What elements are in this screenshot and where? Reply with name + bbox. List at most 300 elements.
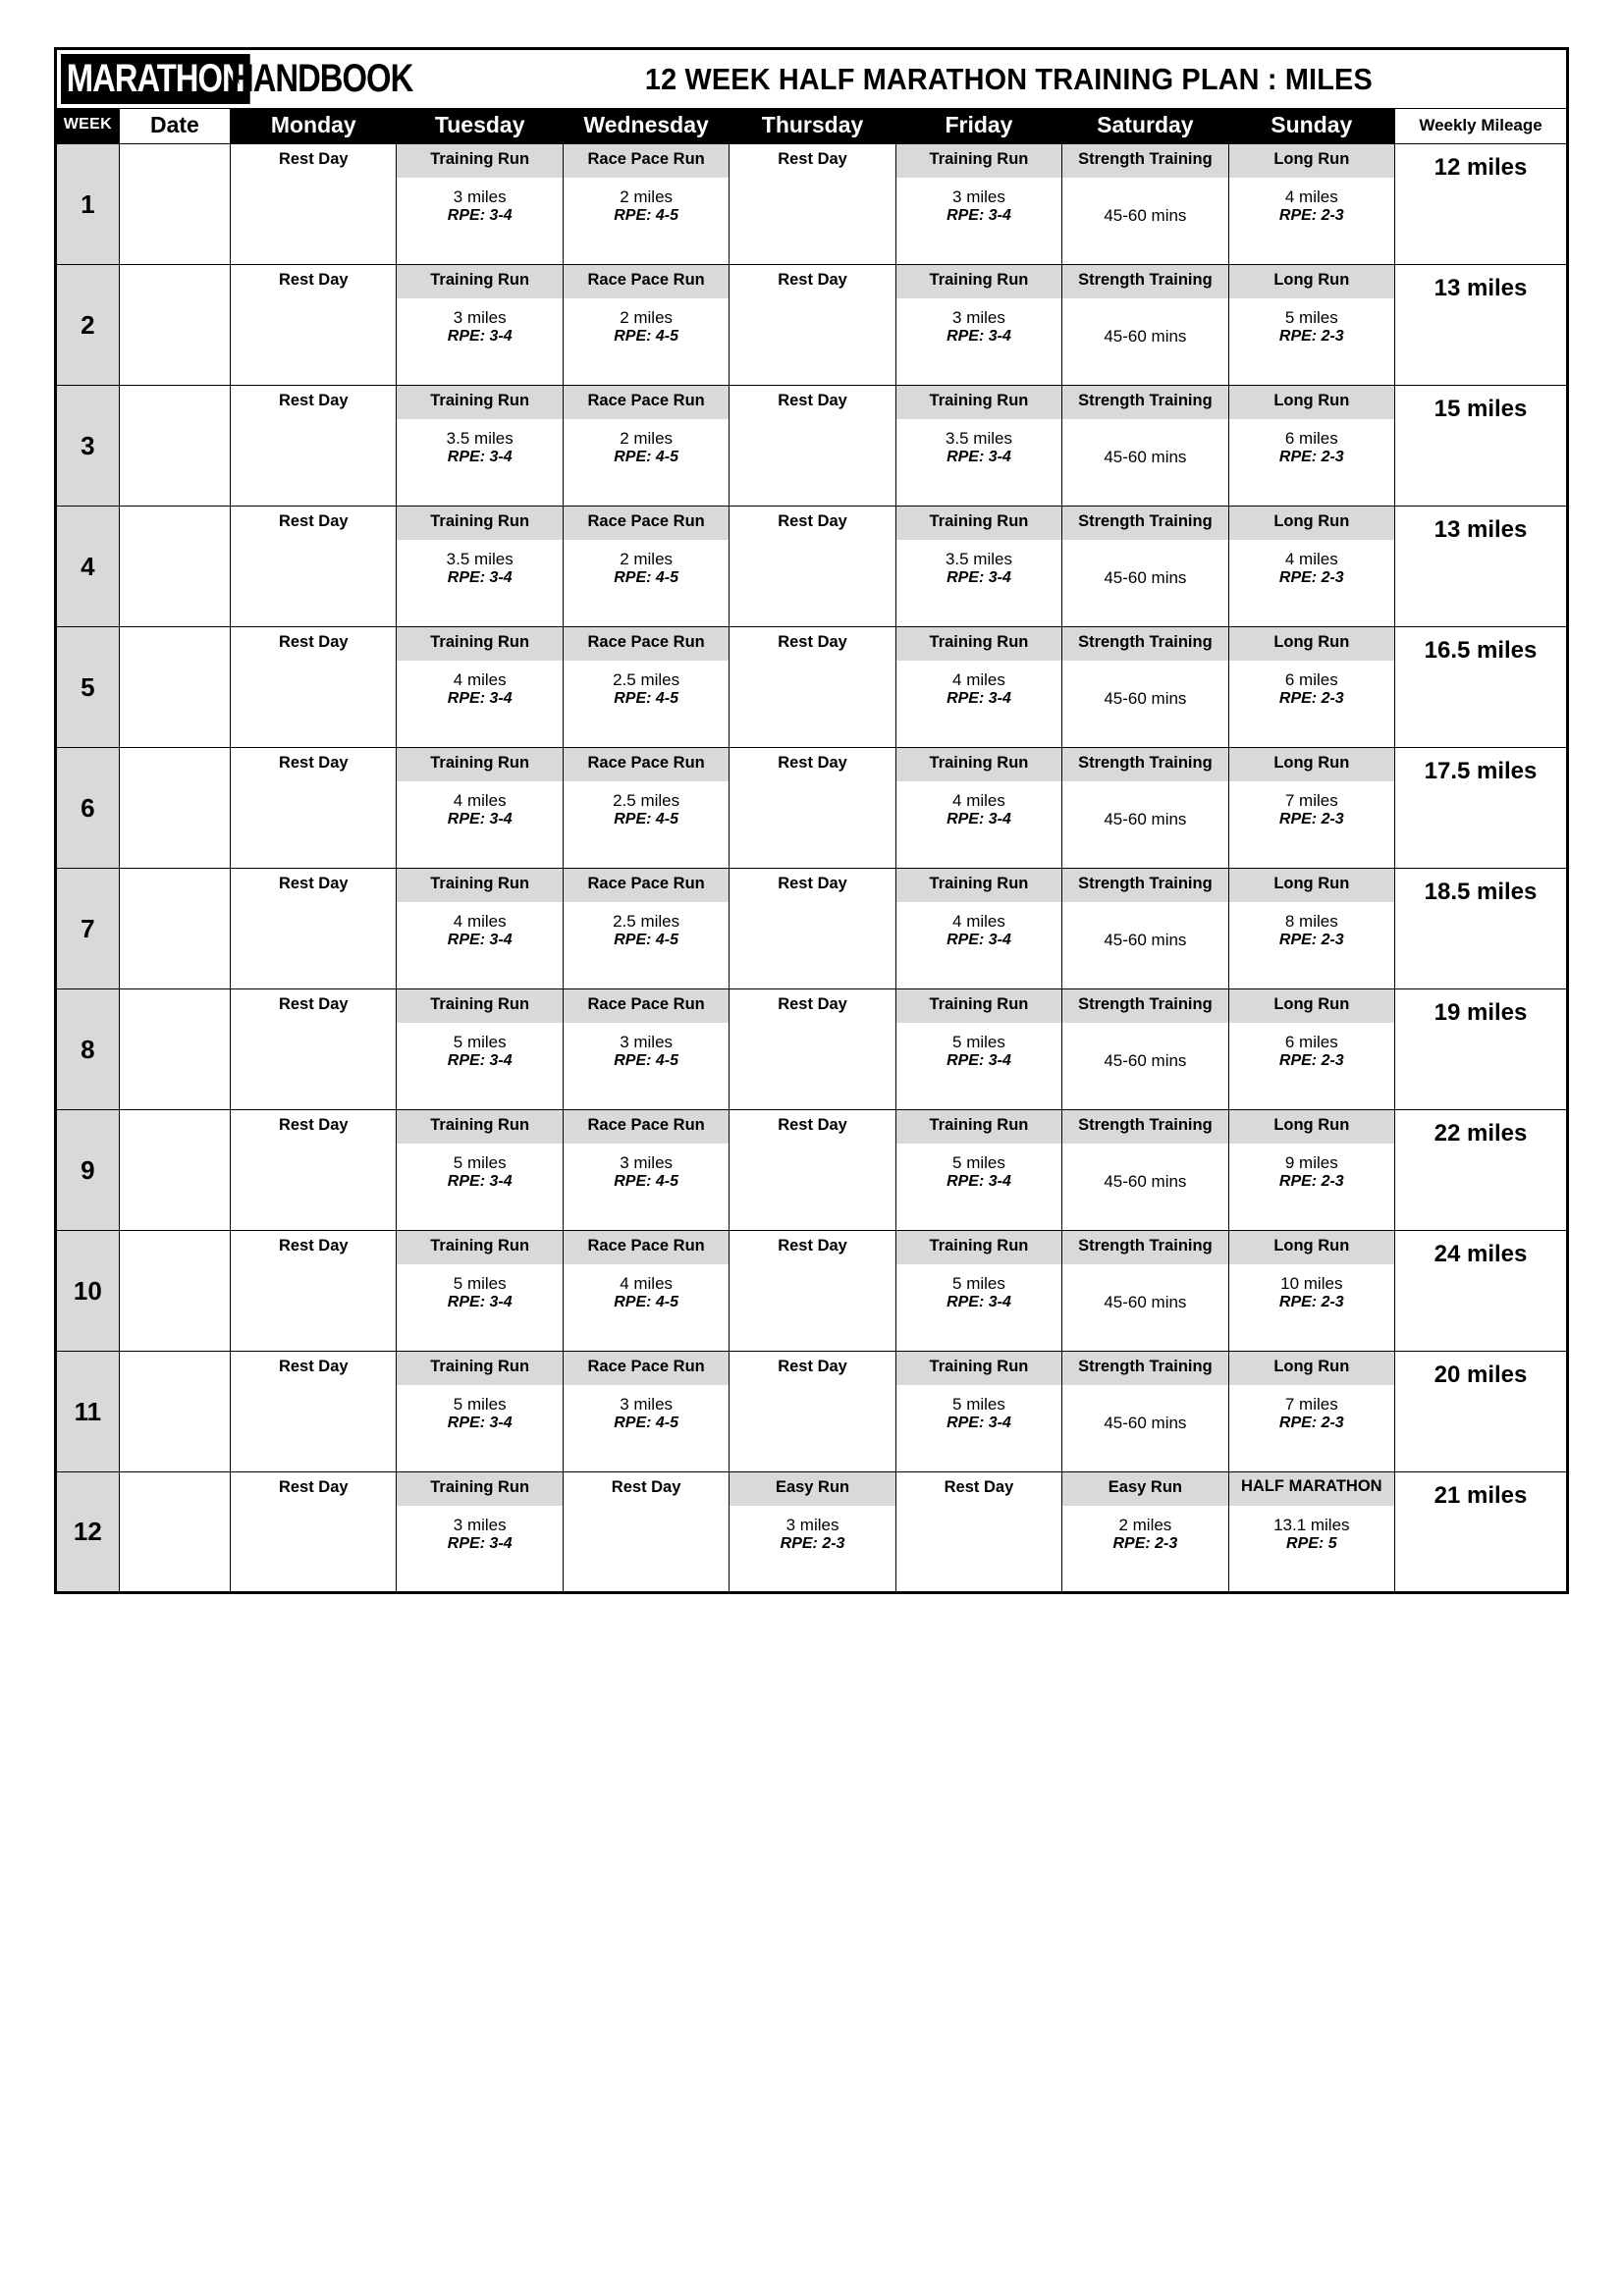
workout-title: Rest Day	[778, 512, 847, 530]
workout-rpe: RPE: 3-4	[947, 1173, 1011, 1190]
workout-cell	[397, 748, 563, 869]
workout-distance: 3.5 miles	[945, 550, 1012, 568]
workout-rpe: RPE: 3-4	[447, 449, 513, 465]
workout-cell	[895, 265, 1061, 386]
workout-distance	[231, 661, 396, 690]
workout-rpe	[231, 569, 396, 581]
table-row	[56, 869, 1568, 989]
workout-title: Training Run	[397, 1472, 562, 1506]
workout-distance: 4 miles	[453, 670, 507, 689]
workout-cell	[1062, 1352, 1228, 1472]
workout-distance	[1062, 1264, 1227, 1294]
workout-distance	[1062, 178, 1227, 207]
workout-cell	[1228, 144, 1394, 265]
week-number-cell: 8	[56, 989, 120, 1110]
workout-distance: 5 miles	[453, 1395, 507, 1414]
workout-cell	[397, 144, 563, 265]
table-row	[56, 265, 1568, 386]
workout-rpe: RPE: 2-3	[1278, 1173, 1344, 1190]
workout-rpe: RPE: 5	[1286, 1535, 1337, 1552]
workout-rpe	[231, 449, 396, 460]
workout-rpe	[730, 1052, 894, 1064]
workout-distance: 5 miles	[453, 1033, 507, 1051]
logo-primary-text: MARATHON	[61, 54, 249, 104]
workout-distance: 5 miles	[453, 1153, 507, 1172]
table-row	[56, 748, 1568, 869]
week-number-cell: 3	[56, 386, 120, 507]
workout-rpe: RPE: 3-4	[447, 1415, 513, 1431]
date-entry-cell[interactable]	[119, 1231, 230, 1352]
workout-title: Strength Training	[1062, 1110, 1227, 1144]
column-header-mileage: Weekly Mileage	[1395, 109, 1568, 144]
workout-rpe	[730, 207, 894, 219]
workout-cell	[895, 989, 1061, 1110]
workout-cell	[730, 265, 895, 386]
column-header-thursday: Thursday	[730, 109, 895, 144]
workout-distance: 5 miles	[1284, 308, 1338, 327]
workout-rpe: RPE: 3-4	[447, 1294, 513, 1310]
workout-distance: 2 miles	[620, 308, 674, 327]
workout-distance: 4 miles	[453, 791, 507, 810]
workout-cell	[895, 507, 1061, 627]
week-number-cell: 10	[56, 1231, 120, 1352]
workout-rpe	[730, 1415, 894, 1426]
workout-distance	[231, 1506, 396, 1535]
workout-title: Rest Day	[278, 633, 349, 651]
workout-distance: 3.5 miles	[446, 429, 514, 448]
workout-title: Race Pace Run	[564, 144, 729, 178]
workout-cell	[1228, 265, 1394, 386]
workout-rpe	[231, 690, 396, 702]
week-number-cell: 11	[56, 1352, 120, 1472]
workout-cell	[563, 1472, 729, 1593]
workout-rpe: RPE: 2-3	[1278, 449, 1344, 465]
workout-cell	[730, 869, 895, 989]
workout-cell	[1228, 507, 1394, 627]
workout-duration: 45-60 mins	[1104, 1051, 1187, 1070]
workout-duration: 45-60 mins	[1104, 689, 1187, 708]
workout-distance	[730, 419, 894, 449]
workout-cell	[895, 386, 1061, 507]
weekly-mileage-cell: 13 miles	[1395, 265, 1568, 386]
workout-cell	[397, 1231, 563, 1352]
workout-distance	[231, 298, 396, 328]
workout-title: Rest Day	[278, 271, 349, 289]
workout-cell	[231, 627, 397, 748]
workout-duration: 45-60 mins	[1104, 1414, 1187, 1432]
workout-rpe: RPE: 4-5	[614, 1052, 679, 1069]
workout-distance: 3 miles	[952, 187, 1005, 206]
workout-title: Rest Day	[778, 1116, 847, 1134]
workout-cell	[397, 1472, 563, 1593]
workout-cell	[1228, 869, 1394, 989]
workout-title: HALF MARATHON	[1229, 1472, 1394, 1506]
workout-rpe: RPE: 2-3	[780, 1535, 845, 1552]
week-number-cell: 5	[56, 627, 120, 748]
workout-rpe	[231, 328, 396, 340]
workout-cell	[1062, 1110, 1228, 1231]
workout-title: Rest Day	[278, 512, 349, 530]
workout-cell	[895, 748, 1061, 869]
workout-title: Long Run	[1229, 1231, 1394, 1264]
workout-title: Strength Training	[1062, 748, 1227, 781]
workout-title: Rest Day	[778, 875, 847, 892]
workout-cell	[397, 869, 563, 989]
workout-rpe	[231, 207, 396, 219]
workout-distance: 3.5 miles	[446, 550, 514, 568]
workout-cell	[231, 869, 397, 989]
workout-distance: 13.1 miles	[1273, 1516, 1350, 1534]
table-row	[56, 1231, 1568, 1352]
column-header-date: Date	[119, 109, 230, 144]
weekly-mileage-cell: 24 miles	[1395, 1231, 1568, 1352]
workout-cell	[231, 507, 397, 627]
workout-title: Training Run	[397, 386, 562, 419]
workout-cell	[231, 1231, 397, 1352]
workout-rpe: RPE: 4-5	[614, 1173, 679, 1190]
workout-rpe: RPE: 3-4	[447, 932, 513, 948]
workout-title: Long Run	[1229, 144, 1394, 178]
workout-rpe	[231, 932, 396, 943]
workout-title: Long Run	[1229, 627, 1394, 661]
date-entry-cell[interactable]	[119, 1352, 230, 1472]
workout-duration: 45-60 mins	[1104, 1172, 1187, 1191]
workout-rpe	[730, 449, 894, 460]
workout-distance: 5 miles	[952, 1395, 1005, 1414]
workout-cell	[563, 507, 729, 627]
workout-cell	[1062, 1231, 1228, 1352]
workout-title: Training Run	[397, 265, 562, 298]
workout-title: Race Pace Run	[564, 386, 729, 419]
workout-cell	[231, 1472, 397, 1593]
workout-distance	[730, 1144, 894, 1173]
workout-cell	[1228, 989, 1394, 1110]
table-header-row	[56, 109, 1568, 144]
workout-cell	[563, 1352, 729, 1472]
workout-title: Strength Training	[1062, 1231, 1227, 1264]
workout-distance	[730, 540, 894, 569]
workout-title: Strength Training	[1062, 989, 1227, 1023]
weekly-mileage-cell: 20 miles	[1395, 1352, 1568, 1472]
workout-rpe: RPE: 3-4	[947, 207, 1011, 224]
workout-rpe	[730, 1173, 894, 1185]
workout-cell	[1062, 144, 1228, 265]
workout-title: Strength Training	[1062, 1352, 1227, 1385]
workout-title: Training Run	[397, 869, 562, 902]
workout-distance: 2 miles	[620, 550, 674, 568]
date-entry-cell[interactable]	[119, 748, 230, 869]
workout-distance: 3 miles	[620, 1153, 674, 1172]
workout-distance: 5 miles	[952, 1153, 1005, 1172]
workout-cell	[397, 989, 563, 1110]
workout-cell	[397, 1110, 563, 1231]
workout-distance: 2.5 miles	[613, 791, 680, 810]
workout-distance	[231, 1385, 396, 1415]
workout-rpe	[730, 811, 894, 823]
workout-distance: 4 miles	[1284, 187, 1338, 206]
workout-title: Rest Day	[278, 392, 349, 409]
workout-cell	[895, 1231, 1061, 1352]
date-entry-cell[interactable]	[119, 1472, 230, 1593]
table-row	[56, 386, 1568, 507]
workout-rpe: RPE: 4-5	[614, 690, 679, 707]
workout-title: Long Run	[1229, 1352, 1394, 1385]
workout-title: Training Run	[896, 748, 1061, 781]
column-header-monday: Monday	[231, 109, 397, 144]
workout-distance	[1062, 1385, 1227, 1415]
column-header-sunday: Sunday	[1228, 109, 1394, 144]
date-entry-cell[interactable]	[119, 144, 230, 265]
workout-cell	[895, 627, 1061, 748]
workout-rpe: RPE: 3-4	[947, 811, 1011, 828]
workout-rpe: RPE: 4-5	[614, 811, 679, 828]
workout-cell	[563, 869, 729, 989]
workout-distance	[564, 1506, 729, 1535]
training-plan-table	[54, 108, 1569, 1594]
workout-distance	[1062, 1023, 1227, 1052]
workout-rpe: RPE: 2-3	[1278, 1415, 1344, 1431]
table-row	[56, 1352, 1568, 1472]
workout-distance: 6 miles	[1284, 429, 1338, 448]
workout-title: Rest Day	[278, 754, 349, 772]
logo-secondary-text: HANDBOOK	[230, 57, 413, 100]
workout-distance: 3.5 miles	[945, 429, 1012, 448]
workout-title: Training Run	[896, 265, 1061, 298]
week-number-cell: 6	[56, 748, 120, 869]
workout-rpe: RPE: 3-4	[447, 1173, 513, 1190]
workout-cell	[1062, 989, 1228, 1110]
workout-cell	[1062, 869, 1228, 989]
workout-title: Rest Day	[278, 1478, 349, 1496]
week-number-cell: 7	[56, 869, 120, 989]
workout-title: Training Run	[896, 144, 1061, 178]
workout-distance: 5 miles	[453, 1274, 507, 1293]
column-header-tuesday: Tuesday	[397, 109, 563, 144]
workout-rpe	[730, 569, 894, 581]
workout-cell	[397, 627, 563, 748]
workout-title: Strength Training	[1062, 386, 1227, 419]
workout-distance	[730, 1023, 894, 1052]
workout-title: Long Run	[1229, 869, 1394, 902]
workout-title: Easy Run	[1062, 1472, 1227, 1506]
column-header-wednesday: Wednesday	[563, 109, 729, 144]
weekly-mileage-cell: 13 miles	[1395, 507, 1568, 627]
workout-cell	[730, 386, 895, 507]
workout-rpe: RPE: 3-4	[447, 207, 513, 224]
week-number-cell: 2	[56, 265, 120, 386]
workout-cell	[895, 1110, 1061, 1231]
workout-title: Long Run	[1229, 748, 1394, 781]
date-entry-cell[interactable]	[119, 386, 230, 507]
workout-duration: 45-60 mins	[1104, 1293, 1187, 1311]
workout-title: Strength Training	[1062, 265, 1227, 298]
workout-distance: 2.5 miles	[613, 912, 680, 931]
table-row	[56, 507, 1568, 627]
workout-title: Strength Training	[1062, 507, 1227, 540]
workout-distance	[231, 1023, 396, 1052]
workout-title: Long Run	[1229, 989, 1394, 1023]
workout-distance	[730, 902, 894, 932]
workout-cell	[730, 989, 895, 1110]
workout-rpe	[730, 932, 894, 943]
workout-cell	[730, 144, 895, 265]
workout-title: Training Run	[896, 1110, 1061, 1144]
workout-cell	[730, 1231, 895, 1352]
workout-title: Race Pace Run	[564, 1231, 729, 1264]
workout-distance	[231, 540, 396, 569]
workout-title: Rest Day	[778, 150, 847, 168]
workout-title: Rest Day	[778, 1358, 847, 1375]
workout-title: Long Run	[1229, 1110, 1394, 1144]
workout-rpe: RPE: 3-4	[447, 569, 513, 586]
workout-rpe: RPE: 3-4	[947, 1294, 1011, 1310]
workout-distance	[231, 1144, 396, 1173]
workout-cell	[397, 1352, 563, 1472]
workout-title: Training Run	[896, 627, 1061, 661]
table-row	[56, 989, 1568, 1110]
weekly-mileage-cell: 21 miles	[1395, 1472, 1568, 1593]
workout-distance	[730, 781, 894, 811]
workout-title: Race Pace Run	[564, 265, 729, 298]
workout-cell	[231, 748, 397, 869]
workout-title: Race Pace Run	[564, 869, 729, 902]
week-number-cell: 9	[56, 1110, 120, 1231]
workout-distance: 3 miles	[620, 1395, 674, 1414]
workout-distance: 9 miles	[1284, 1153, 1338, 1172]
workout-distance: 4 miles	[952, 912, 1005, 931]
workout-title: Training Run	[397, 627, 562, 661]
workout-title: Rest Day	[778, 271, 847, 289]
table-row	[56, 627, 1568, 748]
date-entry-cell[interactable]	[119, 507, 230, 627]
workout-rpe: RPE: 4-5	[614, 328, 679, 345]
workout-title: Rest Day	[278, 995, 349, 1013]
workout-duration: 45-60 mins	[1104, 931, 1187, 949]
workout-cell	[1228, 748, 1394, 869]
workout-distance	[730, 661, 894, 690]
workout-distance	[1062, 1144, 1227, 1173]
workout-rpe: RPE: 3-4	[947, 690, 1011, 707]
workout-cell	[1062, 265, 1228, 386]
date-entry-cell[interactable]	[119, 989, 230, 1110]
workout-rpe: RPE: 2-3	[1278, 328, 1344, 345]
date-entry-cell[interactable]	[119, 627, 230, 748]
workout-distance	[1062, 781, 1227, 811]
workout-distance	[730, 1264, 894, 1294]
workout-distance	[896, 1506, 1061, 1535]
column-header-saturday: Saturday	[1062, 109, 1228, 144]
workout-distance: 6 miles	[1284, 1033, 1338, 1051]
workout-rpe: RPE: 4-5	[614, 1294, 679, 1310]
date-entry-cell[interactable]	[119, 265, 230, 386]
workout-rpe	[231, 1173, 396, 1185]
marathon-handbook-logo	[57, 50, 457, 108]
workout-rpe: RPE: 2-3	[1278, 690, 1344, 707]
workout-title: Race Pace Run	[564, 627, 729, 661]
workout-distance	[1062, 540, 1227, 569]
workout-duration: 45-60 mins	[1104, 327, 1187, 346]
workout-distance: 4 miles	[952, 670, 1005, 689]
date-entry-cell[interactable]	[119, 1110, 230, 1231]
workout-title: Rest Day	[778, 1237, 847, 1255]
workout-distance: 3 miles	[785, 1516, 839, 1534]
workout-rpe: RPE: 4-5	[614, 449, 679, 465]
workout-cell	[1228, 1231, 1394, 1352]
workout-title: Rest Day	[944, 1478, 1014, 1496]
workout-cell	[1062, 748, 1228, 869]
week-number-cell: 12	[56, 1472, 120, 1593]
workout-duration: 45-60 mins	[1104, 448, 1187, 466]
column-header-friday: Friday	[895, 109, 1061, 144]
workout-cell	[563, 265, 729, 386]
workout-distance	[231, 419, 396, 449]
workout-title: Strength Training	[1062, 627, 1227, 661]
table-body	[56, 144, 1568, 1593]
week-number-cell: 1	[56, 144, 120, 265]
workout-rpe: RPE: 3-4	[947, 1415, 1011, 1431]
workout-rpe: RPE: 2-3	[1278, 569, 1344, 586]
workout-duration: 45-60 mins	[1104, 568, 1187, 587]
workout-title: Rest Day	[278, 1358, 349, 1375]
workout-cell	[730, 627, 895, 748]
workout-distance: 4 miles	[620, 1274, 674, 1293]
table-row	[56, 1472, 1568, 1593]
workout-distance: 7 miles	[1284, 791, 1338, 810]
workout-cell	[231, 386, 397, 507]
workout-rpe: RPE: 3-4	[947, 569, 1011, 586]
workout-rpe	[231, 1535, 396, 1547]
weekly-mileage-cell: 18.5 miles	[1395, 869, 1568, 989]
weekly-mileage-cell: 16.5 miles	[1395, 627, 1568, 748]
workout-rpe	[231, 811, 396, 823]
workout-distance	[1062, 419, 1227, 449]
workout-cell	[231, 989, 397, 1110]
workout-cell	[1228, 1472, 1394, 1593]
weekly-mileage-cell: 17.5 miles	[1395, 748, 1568, 869]
workout-distance: 8 miles	[1284, 912, 1338, 931]
workout-distance: 6 miles	[1284, 670, 1338, 689]
workout-distance	[730, 298, 894, 328]
workout-rpe: RPE: 3-4	[447, 690, 513, 707]
table-row	[56, 144, 1568, 265]
workout-cell	[563, 627, 729, 748]
workout-cell	[563, 1231, 729, 1352]
workout-distance	[231, 178, 396, 207]
workout-distance	[1062, 661, 1227, 690]
date-entry-cell[interactable]	[119, 869, 230, 989]
workout-distance: 3 miles	[952, 308, 1005, 327]
workout-distance: 2 miles	[620, 429, 674, 448]
workout-rpe	[231, 1294, 396, 1306]
workout-distance: 5 miles	[952, 1033, 1005, 1051]
workout-title: Training Run	[896, 989, 1061, 1023]
workout-cell	[563, 144, 729, 265]
workout-distance	[730, 178, 894, 207]
workout-distance: 4 miles	[453, 912, 507, 931]
workout-title: Race Pace Run	[564, 1352, 729, 1385]
page-title: 12 WEEK HALF MARATHON TRAINING PLAN : MILES	[644, 61, 1373, 96]
workout-cell	[397, 507, 563, 627]
workout-cell	[563, 748, 729, 869]
workout-title: Training Run	[397, 1110, 562, 1144]
workout-title: Long Run	[1229, 386, 1394, 419]
workout-distance	[730, 1385, 894, 1415]
weekly-mileage-cell: 19 miles	[1395, 989, 1568, 1110]
workout-title: Rest Day	[778, 995, 847, 1013]
workout-rpe: RPE: 3-4	[447, 328, 513, 345]
workout-distance: 3 miles	[620, 1033, 674, 1051]
workout-title: Rest Day	[778, 754, 847, 772]
